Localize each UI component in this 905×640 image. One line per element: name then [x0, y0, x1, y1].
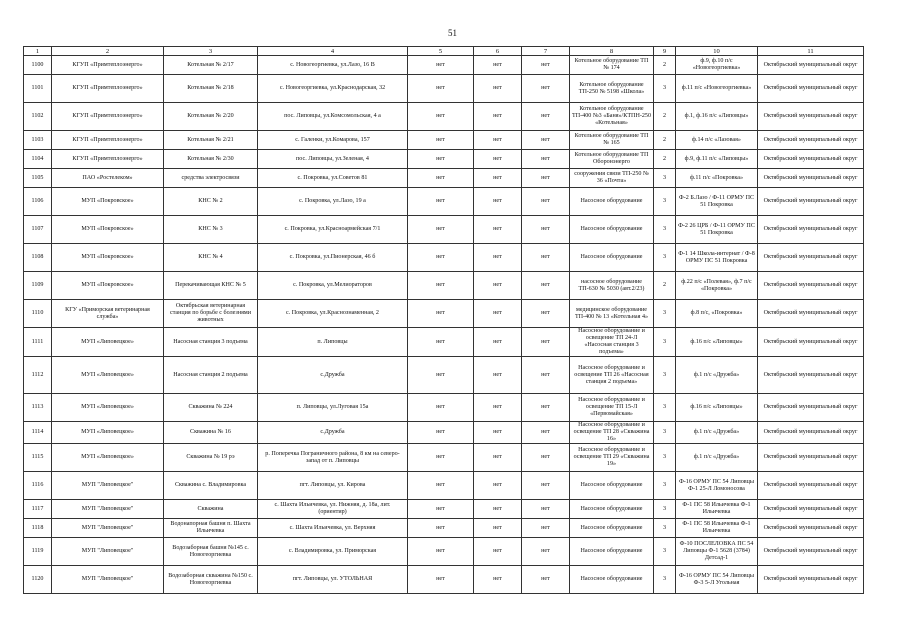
table-row [24, 328, 864, 357]
table-cell: нет [522, 328, 570, 357]
table-cell: нет [474, 75, 522, 103]
table-cell: МУП "Липовецкое" [52, 472, 164, 500]
table-cell: 3 [654, 538, 676, 566]
table-cell: Октябрьский муниципальный округ [758, 75, 864, 103]
table-cell: 1104 [24, 150, 52, 169]
table-row [24, 150, 864, 169]
table-cell: нет [474, 328, 522, 357]
table-cell: нет [474, 519, 522, 538]
header-cell: 11 [758, 47, 864, 56]
table-cell: нет [408, 328, 474, 357]
table-cell: нет [474, 394, 522, 422]
table-cell: нет [522, 56, 570, 75]
table-cell: Ф-16 ОРМУ ПС 54 Липовцы Ф-3 5-Л Угольная [676, 566, 758, 594]
table-cell: нет [408, 538, 474, 566]
page-number: 51 [448, 28, 457, 38]
table-cell: нет [522, 272, 570, 300]
table-cell: Октябрьский муниципальный округ [758, 131, 864, 150]
header-cell: 10 [676, 47, 758, 56]
table-cell: нет [474, 103, 522, 131]
table-cell: 3 [654, 300, 676, 328]
table-cell: КГУП «Примтеплоэнерго» [52, 150, 164, 169]
table-cell: Ф-1 ПС 58 Ильичевка Ф-1 Ильичевка [676, 519, 758, 538]
table-cell: нет [408, 244, 474, 272]
table-cell: Скважина № 19 рэ [164, 444, 258, 472]
table-cell: нет [474, 300, 522, 328]
table-cell: Ф-1 14 Школа-интернат / Ф-8 ОРМУ ПС 51 Покровка [676, 244, 758, 272]
table-cell: МУП "Липовецкое" [52, 519, 164, 538]
table-cell: Октябрьский муниципальный округ [758, 150, 864, 169]
table-cell: Октябрьский муниципальный округ [758, 169, 864, 188]
table-cell: с. Покровка, ул.Советов 81 [258, 169, 408, 188]
table-cell: ПАО «Ростелеком» [52, 169, 164, 188]
table-cell: п. Липовцы [258, 328, 408, 357]
table-cell: Насосное оборудование и освещение ТП 26 «Насосная станция 2 подъема» [570, 357, 654, 394]
table-cell: Котельное оборудование ТП Оборонэнерго [570, 150, 654, 169]
table-cell: 3 [654, 328, 676, 357]
table-cell: Октябрьский муниципальный округ [758, 272, 864, 300]
table-cell: 3 [654, 519, 676, 538]
table-row [24, 131, 864, 150]
table-cell: 1112 [24, 357, 52, 394]
table-cell: Октябрьский муниципальный округ [758, 328, 864, 357]
table-cell: нет [408, 444, 474, 472]
table-cell: Насосное оборудование [570, 244, 654, 272]
table-cell: Октябрьский муниципальный округ [758, 566, 864, 594]
table-cell: 3 [654, 566, 676, 594]
table-cell: МУП "Липовецкое" [52, 538, 164, 566]
table-row [24, 244, 864, 272]
table-cell: МУП «Покровское» [52, 216, 164, 244]
table-cell: средства электросвязи [164, 169, 258, 188]
table-cell: 1116 [24, 472, 52, 500]
table-cell: КНС № 3 [164, 216, 258, 244]
table-cell: нет [408, 169, 474, 188]
table-cell: 1109 [24, 272, 52, 300]
table-cell: Октябрьский муниципальный округ [758, 188, 864, 216]
table-cell: 3 [654, 75, 676, 103]
table-cell: р. Поперечка Пограничного района, 8 км на северо-запад от п. Липовцы [258, 444, 408, 472]
table-row [24, 169, 864, 188]
table-cell: МУП «Липовецкое» [52, 422, 164, 444]
table-cell: сооружения связи ТП-250 № 36 «Почта» [570, 169, 654, 188]
table-cell: нет [522, 103, 570, 131]
table-cell: 1100 [24, 56, 52, 75]
table-cell: 2 [654, 272, 676, 300]
table-row [24, 103, 864, 131]
table-cell: Насосное оборудование [570, 500, 654, 519]
table-cell: КГУП «Примтеплоэнерго» [52, 75, 164, 103]
table-cell: Водонапорная башня п. Шахта Ильичевка [164, 519, 258, 538]
table-cell: Октябрьский муниципальный округ [758, 444, 864, 472]
table-cell: Октябрьский муниципальный округ [758, 472, 864, 500]
table-row [24, 422, 864, 444]
table-cell: Водозаборная скважина №150 с. Новогеоргиевка [164, 566, 258, 594]
table-cell: Октябрьская ветеринарная станция по борьбе с болезнями животных [164, 300, 258, 328]
table-cell: нет [474, 357, 522, 394]
table-cell: Котельное оборудование ТП-250 № 5198 «Школа» [570, 75, 654, 103]
table-cell: с. Покровка, ул.Краснознаменная, 2 [258, 300, 408, 328]
table-cell: нет [474, 244, 522, 272]
table-cell: 2 [654, 56, 676, 75]
table-cell: ф.16 п/с «Липовцы» [676, 328, 758, 357]
table-cell: 2 [654, 131, 676, 150]
table-cell: с. Новогеоргиевка, ул.Лазо, 16 В [258, 56, 408, 75]
table-cell: нет [522, 300, 570, 328]
table-row [24, 566, 864, 594]
table-cell: Насосное оборудование [570, 519, 654, 538]
table-cell: КГУП «Примтеплоэнерго» [52, 56, 164, 75]
table-cell: 3 [654, 169, 676, 188]
table-row [24, 272, 864, 300]
table-cell: Насосная станция 3 подъема [164, 328, 258, 357]
table-cell: нет [522, 150, 570, 169]
table-row [24, 75, 864, 103]
table-cell: Октябрьский муниципальный округ [758, 300, 864, 328]
table-cell: с. Покровка, ул.Пионерская, 46 б [258, 244, 408, 272]
table-cell: МУП «Липовецкое» [52, 328, 164, 357]
table-cell: ф.8 п/с, «Покровка» [676, 300, 758, 328]
table-cell: 3 [654, 500, 676, 519]
table-cell: 1113 [24, 394, 52, 422]
table-cell: нет [408, 394, 474, 422]
table-row [24, 300, 864, 328]
table-cell: Перекачивающая КНС № 5 [164, 272, 258, 300]
table-cell: КГУП «Примтеплоэнерго» [52, 131, 164, 150]
header-cell: 9 [654, 47, 676, 56]
table-cell: ф.14 п/с «Лазовая» [676, 131, 758, 150]
table-cell: Котельная № 2/20 [164, 103, 258, 131]
table-cell: нет [522, 357, 570, 394]
table-cell: нет [474, 538, 522, 566]
table-cell: с.Дружба [258, 357, 408, 394]
table-cell: МУП «Липовецкое» [52, 357, 164, 394]
table-cell: нет [408, 472, 474, 500]
table-cell: 1120 [24, 566, 52, 594]
table-cell: Котельное оборудование ТП № 165 [570, 131, 654, 150]
table-cell: ф.11 п/с «Новогеоргиевка» [676, 75, 758, 103]
table-cell: 3 [654, 394, 676, 422]
table-cell: нет [474, 272, 522, 300]
header-cell: 2 [52, 47, 164, 56]
table-cell: нет [408, 103, 474, 131]
table-cell: Насосное оборудование [570, 538, 654, 566]
table-cell: нет [408, 519, 474, 538]
table-cell: Октябрьский муниципальный округ [758, 216, 864, 244]
header-cell: 3 [164, 47, 258, 56]
table-cell: нет [474, 566, 522, 594]
table-cell: 1117 [24, 500, 52, 519]
table-cell: 1115 [24, 444, 52, 472]
table-cell: КНС № 4 [164, 244, 258, 272]
table-cell: с. Новогеоргиевка, ул.Краснодарская, 32 [258, 75, 408, 103]
table-cell: Октябрьский муниципальный округ [758, 56, 864, 75]
table-row [24, 216, 864, 244]
table-cell: 1105 [24, 169, 52, 188]
table-cell: МУП «Липовецкое» [52, 444, 164, 472]
table-cell: 2 [654, 103, 676, 131]
table-cell: ф.1 п/с «Дружба» [676, 444, 758, 472]
table-cell: ф.9, ф.11 п/с «Липовцы» [676, 150, 758, 169]
table-cell: нет [408, 272, 474, 300]
table-cell: ф.1 п/с «Дружба» [676, 357, 758, 394]
table-cell: Котельная № 2/17 [164, 56, 258, 75]
table-cell: 1102 [24, 103, 52, 131]
table-row [24, 56, 864, 75]
table-cell: нет [522, 500, 570, 519]
table-cell: 1106 [24, 188, 52, 216]
table-cell: нет [474, 131, 522, 150]
table-cell: Насосная станция 2 подъема [164, 357, 258, 394]
table-cell: нет [408, 422, 474, 444]
table-cell: Насосное оборудование [570, 472, 654, 500]
table-cell: Октябрьский муниципальный округ [758, 394, 864, 422]
table-cell: 3 [654, 357, 676, 394]
table-cell: Ф-10 ПОСЛЕЛОВКА ПС 54 Липовцы Ф-1 5628 (3784) Детсад-1 [676, 538, 758, 566]
table-row [24, 394, 864, 422]
table-row [24, 500, 864, 519]
table-cell: нет [474, 188, 522, 216]
table-row [24, 519, 864, 538]
table-cell: нет [474, 444, 522, 472]
table-cell: с. Шахта Ильичевка, ул. Нижняя, д. 18а, лит. (ориентир) [258, 500, 408, 519]
header-cell: 8 [570, 47, 654, 56]
table-cell: с. Покровка, ул.Мелиораторов [258, 272, 408, 300]
table-cell: нет [522, 422, 570, 444]
table-cell: нет [522, 472, 570, 500]
table-cell: Октябрьский муниципальный округ [758, 500, 864, 519]
table-cell: Скважина с. Владимировка [164, 472, 258, 500]
table-cell: 1110 [24, 300, 52, 328]
table-cell: нет [408, 500, 474, 519]
table-cell: пос. Липовцы, ул.Зеленая, 4 [258, 150, 408, 169]
table-cell: ф.22 п/с «Полевая», ф.7 п/с «Покровка» [676, 272, 758, 300]
table-cell: Котельная № 2/30 [164, 150, 258, 169]
table-cell: Ф-2 26 ЦРБ / Ф-11 ОРМУ ПС 51 Покровка [676, 216, 758, 244]
table-cell: ф.16 п/с «Липовцы» [676, 394, 758, 422]
table-row [24, 472, 864, 500]
table-cell: с. Покровка, ул.Красноармейская 7/1 [258, 216, 408, 244]
table-cell: Насосное оборудование и освещение ТП 15-Л «Первомайская» [570, 394, 654, 422]
table-cell: Насосное оборудование и освещение ТП 29 «Скважина 19» [570, 444, 654, 472]
table-cell: пгт. Липовцы, ул. УТОЛЬНАЯ [258, 566, 408, 594]
table-cell: Октябрьский муниципальный округ [758, 519, 864, 538]
table-cell: нет [408, 300, 474, 328]
table-cell: нет [522, 444, 570, 472]
table-cell: нет [408, 216, 474, 244]
table-cell: нет [408, 357, 474, 394]
table-cell: Октябрьский муниципальный округ [758, 422, 864, 444]
table-cell: 1108 [24, 244, 52, 272]
table-cell: 3 [654, 216, 676, 244]
table-cell: ф.1 п/с «Дружба» [676, 422, 758, 444]
table-cell: нет [408, 56, 474, 75]
table-cell: Скважина № 16 [164, 422, 258, 444]
table-cell: нет [522, 519, 570, 538]
table-cell: нет [522, 216, 570, 244]
table-cell: п. Липовцы, ул.Луговая 15а [258, 394, 408, 422]
table-cell: МУП "Липовецкое" [52, 500, 164, 519]
table-cell: КГУП «Примтеплоэнерго» [52, 103, 164, 131]
table-cell: нет [522, 394, 570, 422]
table-cell: нет [408, 566, 474, 594]
header-cell: 4 [258, 47, 408, 56]
table-cell: 1114 [24, 422, 52, 444]
table-cell: насосное оборудование ТП-630 № 5030 (авт.2/23) [570, 272, 654, 300]
table-cell: с. Владимировка, ул. Приморская [258, 538, 408, 566]
table-cell: нет [474, 150, 522, 169]
table-cell: КГУ «Приморская ветеринарная служба» [52, 300, 164, 328]
table-cell: МУП «Покровское» [52, 188, 164, 216]
table-cell: Насосное оборудование и освещение ТП 24-Л «Насосная станция 3 подъема» [570, 328, 654, 357]
table-cell: 3 [654, 472, 676, 500]
table-cell: Ф-1 ПС 58 Ильичевка Ф-1 Ильичевка [676, 500, 758, 519]
table-cell: нет [522, 566, 570, 594]
table-cell: пос. Липовцы, ул.Комсомольская, 4 а [258, 103, 408, 131]
table-cell: нет [474, 500, 522, 519]
table-cell: медицинское оборудование ТП-400 № 13 «Котельная 4» [570, 300, 654, 328]
table-cell: нет [522, 169, 570, 188]
table-cell: 1107 [24, 216, 52, 244]
table-cell: ф.1, ф.16 п/с «Липовцы» [676, 103, 758, 131]
table-cell: МУП «Покровское» [52, 244, 164, 272]
table-cell: 3 [654, 188, 676, 216]
table-cell: МУП «Покровское» [52, 272, 164, 300]
table-cell: нет [408, 75, 474, 103]
header-cell: 7 [522, 47, 570, 56]
table-cell: Ф-16 ОРМУ ПС 54 Липовцы Ф-1 25-Л Ломоносова [676, 472, 758, 500]
table-row [24, 444, 864, 472]
table-cell: нет [408, 188, 474, 216]
table-cell: нет [474, 422, 522, 444]
table-row [24, 188, 864, 216]
table-cell: 1119 [24, 538, 52, 566]
table-cell: Насосное оборудование [570, 566, 654, 594]
table-cell: с. Шахта Ильичевка, ул. Верхняя [258, 519, 408, 538]
table-cell: нет [522, 75, 570, 103]
table-cell: Насосное оборудование и освещение ТП 28 «Скважина 16» [570, 422, 654, 444]
table-cell: МУП "Липовецкое" [52, 566, 164, 594]
table-row [24, 357, 864, 394]
table-cell: нет [408, 150, 474, 169]
table-cell: с.Дружба [258, 422, 408, 444]
table-cell: пгт. Липовцы, ул. Кирова [258, 472, 408, 500]
table-cell: Насосное оборудование [570, 216, 654, 244]
table-cell: МУП «Липовецкое» [52, 394, 164, 422]
table-cell: 3 [654, 244, 676, 272]
header-cell: 1 [24, 47, 52, 56]
table-cell: ф.11 п/с «Покровка» [676, 169, 758, 188]
table-row [24, 538, 864, 566]
table-cell: 1103 [24, 131, 52, 150]
table-cell: нет [408, 131, 474, 150]
table-cell: нет [522, 538, 570, 566]
table-cell: ф.9, ф.10 п/с «Новогеоргиевка» [676, 56, 758, 75]
table-cell: с. Покровка, ул.Лазо, 19 а [258, 188, 408, 216]
table-cell: Ф-2 Б.Лазо / Ф-11 ОРМУ ПС 51 Покровка [676, 188, 758, 216]
table-cell: 1101 [24, 75, 52, 103]
table-cell: нет [474, 472, 522, 500]
table-cell: Водозаборная башня №145 с. Новогеоргиевка [164, 538, 258, 566]
table-cell: нет [522, 244, 570, 272]
header-cell: 6 [474, 47, 522, 56]
table-cell: Октябрьский муниципальный округ [758, 103, 864, 131]
table-cell: КНС № 2 [164, 188, 258, 216]
table-cell: 1118 [24, 519, 52, 538]
header-cell: 5 [408, 47, 474, 56]
table-cell: Октябрьский муниципальный округ [758, 244, 864, 272]
table-cell: Октябрьский муниципальный округ [758, 538, 864, 566]
table-cell: Скважина [164, 500, 258, 519]
table-cell: нет [522, 188, 570, 216]
table-cell: Котельная № 2/18 [164, 75, 258, 103]
data-table [23, 46, 864, 594]
table-cell: 1111 [24, 328, 52, 357]
table-cell: нет [474, 56, 522, 75]
table-cell: нет [474, 169, 522, 188]
table-cell: Октябрьский муниципальный округ [758, 357, 864, 394]
table-cell: 3 [654, 422, 676, 444]
table-cell: Котельная № 2/21 [164, 131, 258, 150]
table-cell: с. Галенки, ул.Комарова, 157 [258, 131, 408, 150]
table-cell: Насосное оборудование [570, 188, 654, 216]
table-cell: Котельное оборудование ТП-400 №3 «Баня»/КТПН-250 «Котельная» [570, 103, 654, 131]
table-cell: 2 [654, 150, 676, 169]
table-cell: нет [474, 216, 522, 244]
table-cell: Скважина № 224 [164, 394, 258, 422]
table-cell: 3 [654, 444, 676, 472]
table-header-row [24, 47, 864, 56]
table-cell: нет [522, 131, 570, 150]
table-cell: Котельное оборудование ТП № 174 [570, 56, 654, 75]
